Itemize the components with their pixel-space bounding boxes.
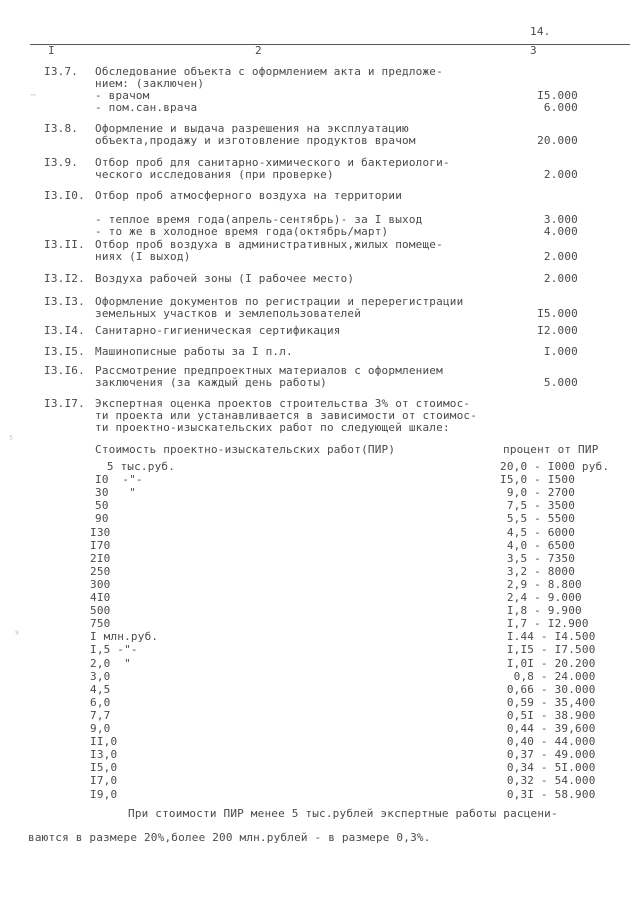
item-price: 2.000 [543,168,578,181]
scale-percent: 0,59 - 35,400 [500,695,596,709]
scale-cost: I30 [90,525,111,539]
item-number: I3.I6. [44,364,85,377]
scale-cost: I млн.руб. [90,630,159,644]
item-number: I3.I3. [44,295,85,308]
item-price: 4.000 [543,225,578,238]
scale-percent: 3,2 - 8000 [500,564,576,578]
scale-percent: I,0I - 20.200 [500,656,596,670]
item-price: I2.000 [537,324,578,337]
scale-percent: 4,0 - 6500 [500,538,576,552]
item-number: I3.9. [44,156,79,169]
item-text-line: заключения (за каждый день работы) [95,376,327,389]
item-price: 20.000 [537,134,578,147]
item-price: I5.000 [537,307,578,320]
item-price: I.000 [543,345,578,358]
column-number-1: I [48,44,55,57]
scale-percent: I5,0 - I500 [500,473,576,487]
scale-percent: 2,4 - 9.000 [500,591,582,604]
scan-mark: ~ [30,90,37,101]
item-text-line: нием: (заключен) [95,77,205,90]
scan-mark: ⁹ [14,630,21,641]
scale-cost: I9,0 [90,787,118,801]
scale-cost: 750 [90,617,111,631]
scan-mark: ⁵ [8,435,15,446]
page-number: 14. [530,25,551,38]
scale-percent: 0,34 - 5I.000 [500,761,596,775]
scale-cost: 2I0 [90,551,111,565]
scale-cost: 250 [90,564,111,578]
item-number: I3.7. [44,65,79,78]
scale-cost: 4,5 [90,682,111,696]
item-text-line: Санитарно-гигиеническая сертификация [95,324,341,337]
scale-percent: 5,5 - 5500 [500,512,576,526]
item-text-line: земельных участков и землепользователей [95,307,362,320]
item-text-line: Отбор проб воздуха в административных,жилых помеще- [95,238,443,251]
scale-percent: I,8 - 9.900 [500,604,582,618]
scale-cost: 30 " [95,486,136,500]
scale-percent: 7,5 - 3500 [500,499,576,513]
item-number: I3.I4. [44,324,85,337]
item-number: I3.I7. [44,397,85,410]
item-text-line: ти проекта или устанавливается в зависимости от стоимос- [95,409,478,422]
scale-percent: I,7 - I2.900 [500,617,589,631]
scale-cost: 300 [90,577,111,591]
header-rule [30,44,630,45]
item-price: 3.000 [543,213,578,226]
item-number: I3.8. [44,122,79,135]
column-number-3: 3 [530,44,537,57]
scale-cost: I0 -"- [95,473,143,487]
item-price: I5.000 [537,89,578,102]
scale-header-cost: Стоимость проектно-изыскательских работ(ПИР) [95,443,396,456]
item-text-line: ти проектно-изыскательских работ по следующей шкале: [95,421,450,434]
scale-percent: 0,3I - 58.900 [500,787,596,801]
item-number: I3.I5. [44,345,85,358]
item-text-line: Отбор проб атмосферного воздуха на территории [95,189,403,202]
item-text-line: Оформление документов по регистрации и перерегистрации [95,295,464,308]
scale-cost: 500 [90,604,111,618]
item-text-line: - врачом [95,89,150,102]
scale-cost: 5 тыс.руб. [100,460,176,473]
item-text-line: Отбор проб для санитарно-химического и бактериологи- [95,156,450,169]
scale-header-percent: процент от ПИР [503,443,599,456]
scale-percent: 3,5 - 7350 [500,551,576,565]
scale-percent: 0,66 - 30.000 [500,682,596,696]
item-text-line: - то же в холодное время года(октябрь/март) [95,225,389,238]
item-price: 2.000 [543,272,578,285]
item-number: I3.I0. [44,189,85,202]
scale-cost: I7,0 [90,774,118,788]
item-text-line: - пом.сан.врача [95,101,198,114]
scale-cost: 3,0 [90,669,111,683]
scale-percent: 2,9 - 8.800 [500,577,582,591]
item-text-line: Обследование объекта с оформлением акта и предложе- [95,65,443,78]
item-text-line: ниях (I выход) [95,250,191,263]
scale-percent: 4,5 - 6000 [500,525,576,539]
scale-percent: 0,5I - 38.900 [500,708,596,722]
item-text-line: Воздуха рабочей зоны (I рабочее место) [95,272,355,285]
item-text-line: ческого исследования (при проверке) [95,168,334,181]
scale-cost: 6,0 [90,695,111,709]
item-text-line: Машинописные работы за I п.л. [95,345,293,358]
footer-line-1: При стоимости ПИР менее 5 тыс.рублей экспертные работы расцени- [128,807,558,820]
scale-cost: 7,7 [90,708,111,722]
item-text-line: объекта,продажу и изготовление продуктов врачом [95,134,416,147]
item-number: I3.II. [44,238,85,251]
scale-cost: II,0 [90,735,118,749]
scale-percent: I.44 - I4.500 [500,630,596,644]
scale-cost: I,5 -"- [90,643,138,657]
item-price: 5.000 [543,376,578,389]
scale-cost: I70 [90,538,111,552]
scale-percent: I,I5 - I7.500 [500,643,596,657]
item-number: I3.I2. [44,272,85,285]
scale-percent: 0,44 - 39,600 [500,722,596,735]
item-text-line: Рассмотрение предпроектных материалов с оформлением [95,364,443,377]
column-number-2: 2 [255,44,262,57]
item-text-line: Экспертная оценка проектов строительства 3% от стоимос- [95,397,471,410]
scale-cost: 90 [95,512,109,526]
scale-cost: I3,0 [90,748,118,762]
scale-percent: 0,37 - 49.000 [500,748,596,762]
item-text-line: Оформление и выдача разрешения на эксплуатацию [95,122,409,135]
scale-cost: I5,0 [90,761,118,775]
item-price: 2.000 [543,250,578,263]
scale-percent: 0,8 - 24.000 [500,669,596,683]
item-text-line: - теплое время года(апрель-сентябрь)- за I выход [95,213,423,226]
scale-percent: 9,0 - 2700 [500,486,576,500]
scale-cost: 2,0 " [90,656,131,670]
scale-cost: 50 [95,499,109,513]
footer-line-2: ваются в размере 20%,более 200 млн.рублей - в размере 0,3%. [28,831,431,844]
scale-percent: 20,0 - I000 руб. [500,460,610,473]
scale-percent: 0,32 - 54.000 [500,774,596,788]
scale-percent: 0,40 - 44.000 [500,735,596,749]
item-price: 6.000 [543,101,578,114]
scale-cost: 4I0 [90,591,111,604]
scale-cost: 9,0 [90,722,111,735]
